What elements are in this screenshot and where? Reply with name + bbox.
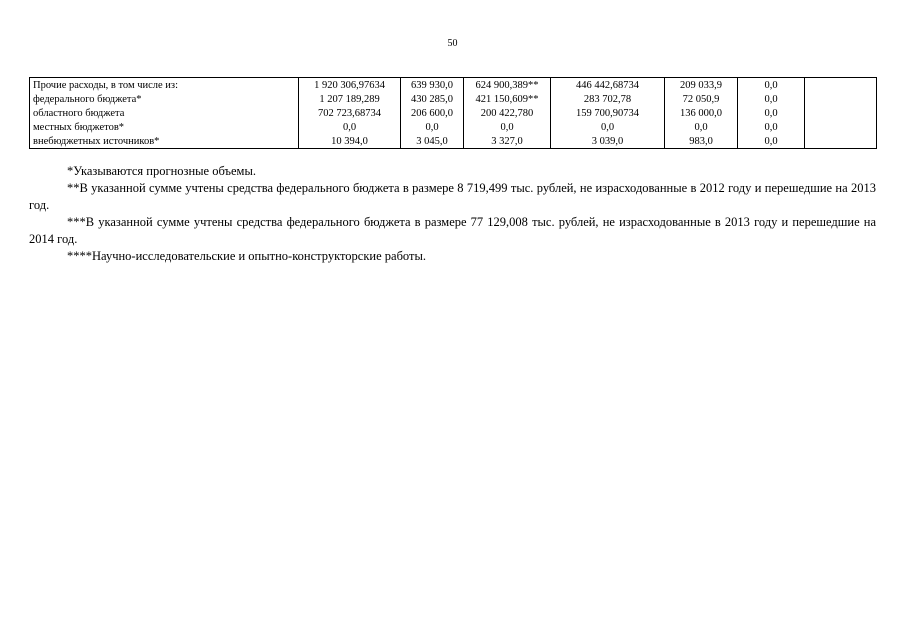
- table-cell: 0,0: [551, 120, 665, 134]
- table-cell-label: федерального бюджета*: [30, 92, 299, 106]
- table-cell: 1 207 189,289: [299, 92, 401, 106]
- table-row: [30, 134, 877, 149]
- table-cell: 446 442,68734: [551, 78, 665, 93]
- table-cell: 0,0: [738, 78, 805, 93]
- table-cell: 200 422,780: [464, 106, 551, 120]
- table-cell: 136 000,0: [665, 106, 738, 120]
- table-cell: 639 930,0: [401, 78, 464, 93]
- table-cell: 3 039,0: [551, 134, 665, 149]
- footnote-rnd: ****Научно-исследовательские и опытно-конструкторские работы.: [67, 249, 427, 263]
- table-cell: 206 600,0: [401, 106, 464, 120]
- table-cell-label: внебюджетных источников*: [30, 134, 299, 149]
- table-cell: 10 394,0: [299, 134, 401, 149]
- footnote-federal-2013: **В указанной сумме учтены средства федерального бюджета в размере 8 719,499 тыс. рублей, не израсходованные в 2012 году и перешедшие на 2013 год.: [29, 181, 876, 212]
- table-cell: 283 702,78: [551, 92, 665, 106]
- table-cell: 0,0: [738, 134, 805, 149]
- table-cell: 421 150,609**: [464, 92, 551, 106]
- table-cell: 3 327,0: [464, 134, 551, 149]
- table-cell-label: местных бюджетов*: [30, 120, 299, 134]
- table-cell: [805, 106, 877, 120]
- footnote-forecast: *Указываются прогнозные объемы.: [67, 164, 256, 178]
- table-cell: 0,0: [665, 120, 738, 134]
- table-cell: 0,0: [738, 120, 805, 134]
- page-number: 50: [447, 38, 458, 49]
- table-cell: 983,0: [665, 134, 738, 149]
- footnotes: [29, 163, 876, 265]
- table-cell: [805, 92, 877, 106]
- table-cell-label: Прочие расходы, в том числе из:: [30, 78, 299, 93]
- table-cell: 0,0: [738, 106, 805, 120]
- table-cell: 159 700,90734: [551, 106, 665, 120]
- table-row: [30, 78, 877, 93]
- table-cell: 430 285,0: [401, 92, 464, 106]
- table-cell: 0,0: [299, 120, 401, 134]
- table-cell: 0,0: [401, 120, 464, 134]
- table-row: [30, 106, 877, 120]
- table-cell: 209 033,9: [665, 78, 738, 93]
- table-cell: 702 723,68734: [299, 106, 401, 120]
- table-row: [30, 120, 877, 134]
- table-cell: [805, 78, 877, 93]
- table-cell: 72 050,9: [665, 92, 738, 106]
- table-cell: 624 900,389**: [464, 78, 551, 93]
- table-row: [30, 92, 877, 106]
- table-cell: 0,0: [738, 92, 805, 106]
- budget-table: [29, 77, 877, 149]
- footnote-federal-2014: ***В указанной сумме учтены средства федерального бюджета в размере 77 129,008 тыс. рублей, не израсходованные в 2013 году и перешедшие на 2014 год.: [29, 215, 876, 246]
- table-cell: 3 045,0: [401, 134, 464, 149]
- table-cell-label: областного бюджета: [30, 106, 299, 120]
- table-cell: 1 920 306,97634: [299, 78, 401, 93]
- table-cell: 0,0: [464, 120, 551, 134]
- table-cell: [805, 120, 877, 134]
- table-cell: [805, 134, 877, 149]
